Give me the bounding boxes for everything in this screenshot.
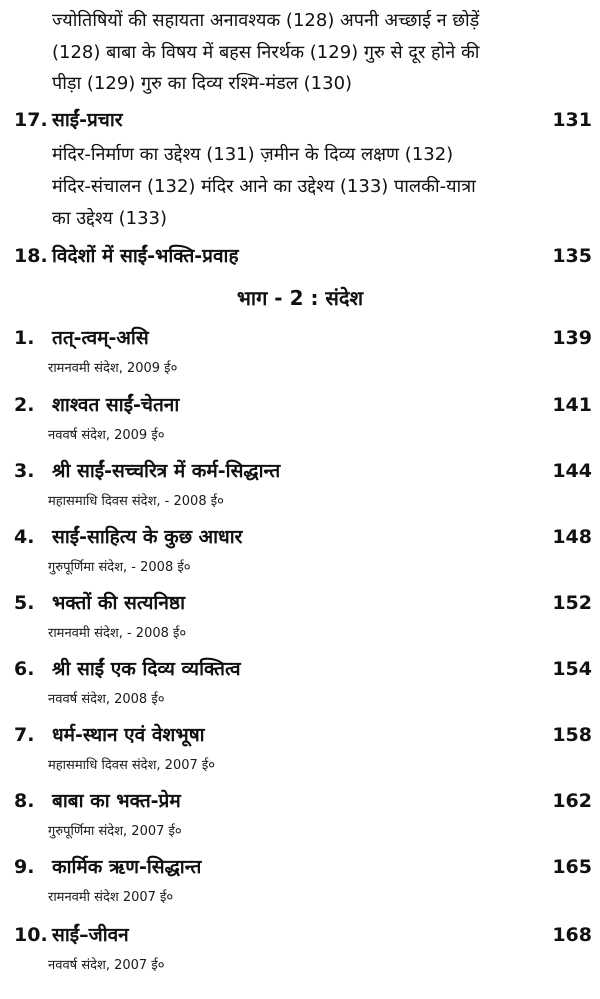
toc-entry[interactable]	[14, 922, 592, 948]
entry-source-note: नववर्ष संदेश, 2007 ई०	[48, 958, 165, 973]
entry-number: 10.	[14, 924, 48, 946]
entry-title: भक्तों की सत्यनिष्ठा	[52, 592, 185, 614]
toc-entry[interactable]	[14, 458, 592, 484]
entry-number: 2.	[14, 394, 35, 416]
entry-page-number: 152	[552, 592, 592, 614]
entry-number: 6.	[14, 658, 35, 680]
entry-source-note: रामनवमी संदेश 2007 ई०	[48, 890, 174, 905]
entry-source-note: गुरुपूर्णिमा संदेश, 2007 ई०	[48, 824, 182, 839]
entry-source-note: नववर्ष संदेश, 2009 ई०	[48, 428, 165, 443]
entry-page-number: 168	[552, 924, 592, 946]
entry-title: तत्-त्वम्-असि	[52, 327, 149, 349]
entry-number: 1.	[14, 327, 35, 349]
entry-source-note: महासमाधि दिवस संदेश, - 2008 ई०	[48, 494, 224, 509]
entry-page-number: 144	[552, 460, 592, 482]
entry-number: 9.	[14, 856, 35, 878]
entry-title: साईं-प्रचार	[52, 109, 123, 131]
entry-page-number: 131	[552, 109, 592, 131]
toc-subtopics-line: मंदिर-संचालन (132) मंदिर आने का उद्देश्य (133) पालकी-यात्रा	[52, 176, 476, 197]
entry-title: श्री साईं एक दिव्य व्यक्तित्व	[52, 658, 241, 680]
entry-number: 17.	[14, 109, 48, 131]
toc-entry[interactable]	[14, 325, 592, 351]
entry-page-number: 141	[552, 394, 592, 416]
entry-number: 8.	[14, 790, 35, 812]
entry-page-number: 148	[552, 526, 592, 548]
toc-subtopics-line: (128) बाबा के विषय में बहस निरर्थक (129) गुरु से दूर होने की	[52, 42, 480, 63]
entry-number: 3.	[14, 460, 35, 482]
entry-number: 7.	[14, 724, 35, 746]
entry-title: कार्मिक ऋण-सिद्धान्त	[52, 856, 202, 878]
toc-entry-17[interactable]	[14, 107, 592, 133]
entry-source-note: रामनवमी संदेश, - 2008 ई०	[48, 626, 187, 641]
entry-title: साईं-साहित्य के कुछ आधार	[52, 526, 243, 548]
entry-source-note: गुरुपूर्णिमा संदेश, - 2008 ई०	[48, 560, 191, 575]
toc-subtopics-line: ज्योतिषियों की सहायता अनावश्यक (128) अपनी अच्छाई न छोड़ें	[52, 10, 480, 31]
entry-page-number: 154	[552, 658, 592, 680]
entry-title: शाश्वत साईं-चेतना	[52, 394, 180, 416]
entry-page-number: 165	[552, 856, 592, 878]
toc-entry-18[interactable]	[14, 243, 592, 269]
toc-subtopics-line: का उद्देश्य (133)	[52, 208, 167, 229]
entry-page-number: 158	[552, 724, 592, 746]
entry-number: 4.	[14, 526, 35, 548]
entry-number: 5.	[14, 592, 35, 614]
toc-entry[interactable]	[14, 524, 592, 550]
entry-page-number: 139	[552, 327, 592, 349]
toc-entry[interactable]	[14, 656, 592, 682]
entry-source-note: नववर्ष संदेश, 2008 ई०	[48, 692, 165, 707]
toc-subtopics-line: पीड़ा (129) गुरु का दिव्य रश्मि-मंडल (130)	[52, 73, 353, 94]
entry-title: साईं–जीवन	[52, 924, 129, 946]
entry-page-number: 135	[552, 245, 592, 267]
entry-source-note: महासमाधि दिवस संदेश, 2007 ई०	[48, 758, 216, 773]
toc-entry[interactable]	[14, 722, 592, 748]
toc-entry[interactable]	[14, 392, 592, 418]
part-heading: भाग - 2 : संदेश	[236, 286, 364, 310]
toc-entry[interactable]	[14, 590, 592, 616]
entry-page-number: 162	[552, 790, 592, 812]
entry-title: श्री साईं-सच्चरित्र में कर्म-सिद्धान्त	[52, 460, 281, 482]
toc-entry[interactable]	[14, 788, 592, 814]
toc-entry[interactable]	[14, 854, 592, 880]
entry-title: धर्म-स्थान एवं वेशभूषा	[52, 724, 205, 746]
entry-title: बाबा का भक्त-प्रेम	[52, 790, 181, 812]
toc-subtopics-line: मंदिर-निर्माण का उद्देश्य (131) ज़मीन के दिव्य लक्षण (132)	[52, 144, 454, 165]
entry-number: 18.	[14, 245, 48, 267]
entry-source-note: रामनवमी संदेश, 2009 ई०	[48, 361, 178, 376]
entry-title: विदेशों में साईं-भक्ति-प्रवाह	[52, 245, 239, 267]
